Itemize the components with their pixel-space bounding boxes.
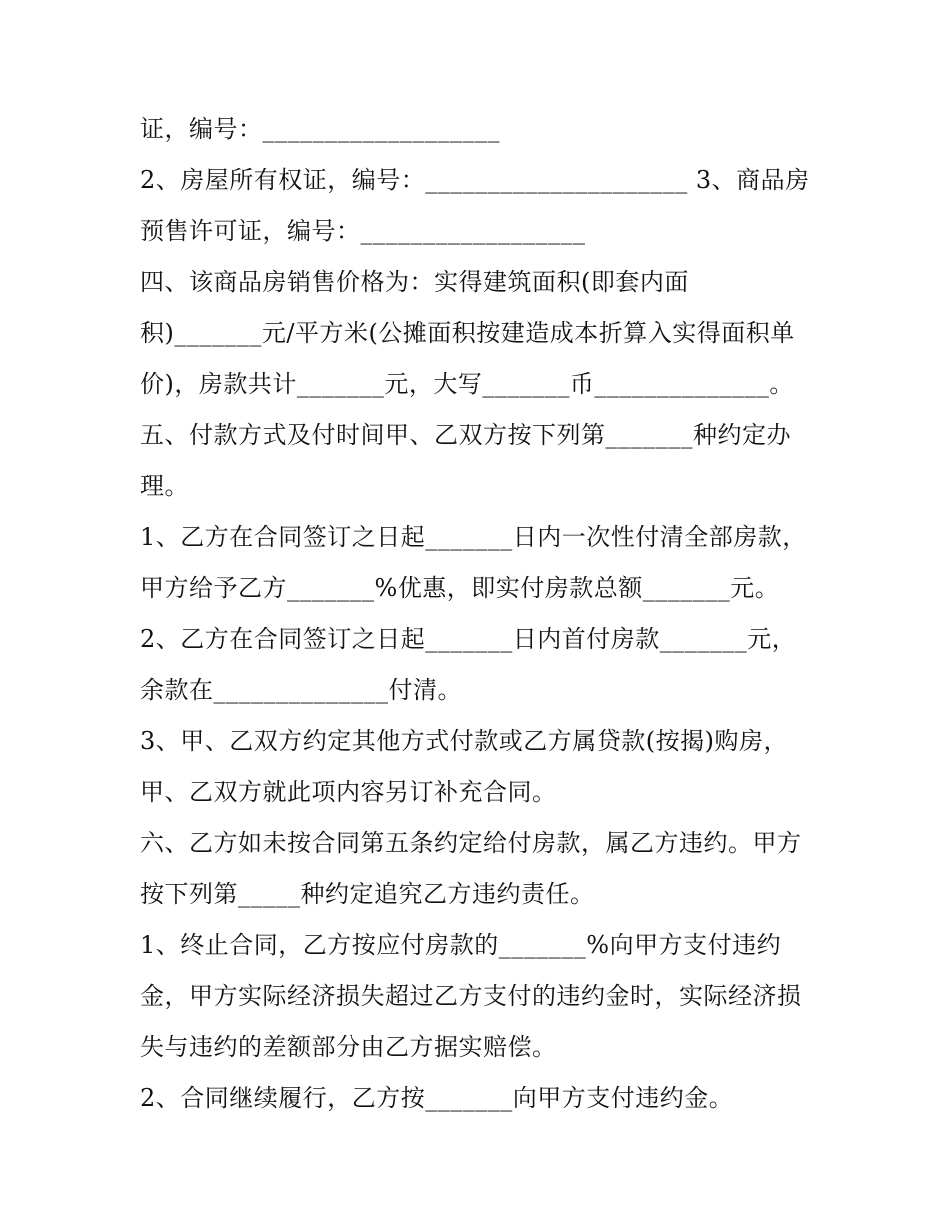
- text-line-1: 证，编号：___________________: [140, 115, 500, 143]
- text-line-12: 余款在______________付清。: [140, 676, 462, 704]
- text-line-3: 预售许可证，编号：__________________: [140, 217, 586, 245]
- document-page: [140, 104, 820, 1124]
- text-line-19: 失与违约的差额部分由乙方据实赔偿。: [140, 1033, 557, 1061]
- text-line-16: 按下列第_____种约定追究乙方违约责任。: [140, 880, 595, 908]
- text-line-13: 3、甲、乙双方约定其他方式付款或乙方属贷款(按揭)购房，: [140, 727, 788, 755]
- text-line-15: 六、乙方如未按合同第五条约定给付房款，属乙方违约。甲方: [140, 829, 802, 857]
- text-line-20: 2、合同继续履行，乙方按_______向甲方支付违约金。: [140, 1084, 734, 1112]
- text-line-9: 1、乙方在合同签订之日起_______日内一次性付清全部房款，: [140, 523, 807, 551]
- text-line-14: 甲、乙双方就此项内容另订补充合同。: [140, 778, 557, 806]
- text-line-6: 价)，房款共计_______元，大写_______币______________。: [140, 370, 794, 398]
- text-line-2: 2、房屋所有权证，编号：_____________________ 3、商品房: [140, 166, 810, 194]
- text-line-18: 金，甲方实际经济损失超过乙方支付的违约金时，实际经济损: [140, 982, 802, 1010]
- text-line-4: 四、该商品房销售价格为：实得建筑面积(即套内面: [140, 268, 689, 296]
- text-line-8: 理。: [140, 472, 189, 500]
- text-line-7: 五、付款方式及付时间甲、乙双方按下列第_______种约定办: [140, 421, 791, 449]
- text-line-17: 1、终止合同，乙方按应付房款的_______%向甲方支付违约: [140, 931, 782, 959]
- text-line-5: 积)_______元/平方米(公摊面积按建造成本折算入实得面积单: [140, 319, 795, 347]
- text-line-10: 甲方给予乙方_______%优惠，即实付房款总额_______元。: [140, 574, 780, 602]
- text-line-11: 2、乙方在合同签订之日起_______日内首付房款_______元，: [140, 625, 797, 653]
